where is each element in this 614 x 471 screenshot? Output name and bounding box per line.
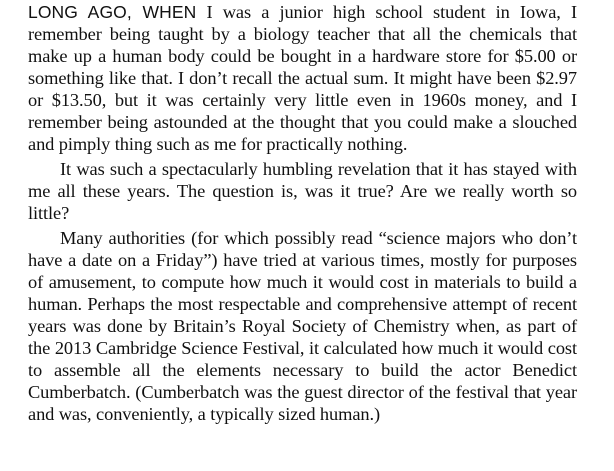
paragraph-1-text: I was a junior high school student in Iowa, I remember being taught by a biology teacher that all the chemicals that make up a human body could be bought in a hardware store for $5.00 or something like that. I don’t recall the actual sum. It might have been $2.97 or $13.50, but it was certainly very little even in 1960s money, and I remember being astounded at the thought that you could make a slouched and pimply thing such as me for practically nothing. (28, 2, 577, 154)
paragraph-2 (28, 158, 577, 224)
paragraph-3 (28, 227, 577, 425)
paragraph-3-text: Many authorities (for which possibly read “science majors who don’t have a date on a Friday”) have tried at various times, mostly for purposes of amusement, to compute how much it would cost in materials to build a human. Perhaps the most respectable and comprehensive attempt of recent years was done by Britain’s Royal Society of Chemistry when, as part of the 2013 Cambridge Science Festival, it calculated how much it would cost to assemble all the elements necessary to build the actor Benedict Cumberbatch. (Cumberbatch was the guest director of the festival that year and was, conveniently, a typically sized human.) (28, 228, 577, 424)
book-page (28, 1, 577, 428)
paragraph-1 (28, 1, 577, 155)
chapter-opening-lead: LONG AGO, WHEN (28, 2, 197, 22)
paragraph-2-text: It was such a spectacularly humbling revelation that it has stayed with me all these years. The question is, was it true? Are we really worth so little? (28, 159, 577, 223)
